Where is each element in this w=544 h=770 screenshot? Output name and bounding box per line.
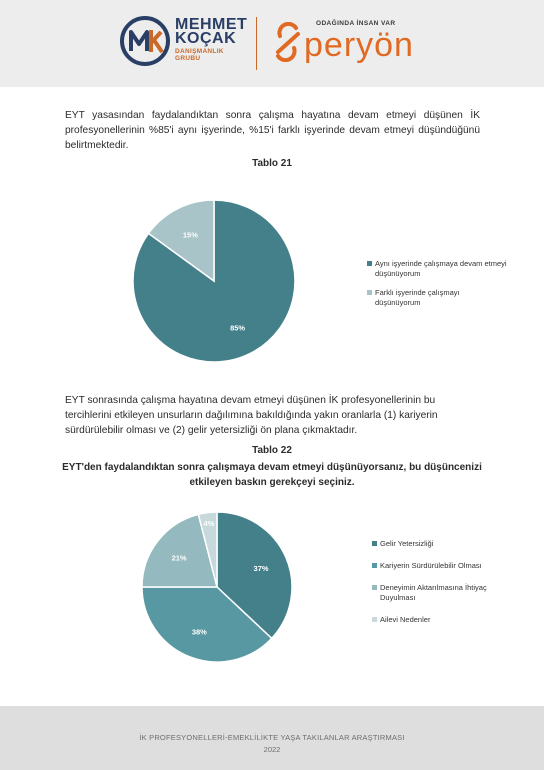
chart22-legend-label-1: Kariyerin Sürdürülebilir Olması	[380, 561, 482, 570]
page-header	[0, 0, 544, 87]
chart22-legend-label-0: Gelir Yetersizliği	[380, 539, 434, 548]
chart21-legend-label-0: Aynı işyerinde çalışmaya devam etmeyi düşünüyorum	[375, 259, 507, 278]
chart21-data-label-0: 85%	[230, 323, 246, 333]
legend-table-21	[367, 259, 507, 317]
chart21-legend-swatch-1	[367, 290, 372, 295]
chart21-legend-item-1	[367, 288, 507, 308]
chart21-data-label-1: 15%	[182, 230, 198, 240]
chart22-legend-item-0	[372, 539, 522, 549]
brand-right-tagline: ODAĞINDA İNSAN VAR	[316, 20, 396, 27]
chart22-data-label-3: 4%	[203, 519, 215, 529]
chart22-legend-item-3	[372, 615, 522, 625]
header-divider	[256, 17, 257, 70]
chart22-legend-swatch-0	[372, 541, 377, 546]
table-22-question: EYT'den faydalandıktan sonra çalışmaya devam etmeyi düşünüyorsanız, bu düşüncenizi etkileyen baskın gerekçeyi seçiniz.	[62, 462, 482, 488]
table-21-title: Tablo 21	[252, 158, 292, 169]
peryon-logo-icon	[272, 22, 302, 62]
pie-chart-21	[129, 196, 299, 366]
table-22-title: Tablo 22	[252, 445, 292, 456]
chart22-legend-label-2: Deneyimin Aktarılmasına İhtiyaç Duyulması	[380, 583, 487, 602]
brand-right-wordmark: peryön	[304, 26, 414, 64]
pie-chart-22	[137, 507, 297, 667]
chart22-legend-item-1	[372, 561, 522, 571]
legend-table-22	[372, 539, 522, 637]
chart22-data-label-2: 21%	[171, 553, 187, 563]
page-footer	[0, 706, 544, 770]
paragraph-2: EYT sonrasında çalışma hayatına devam etmeyi düşünen İK profesyonellerinin bu tercihlerini etkileyen unsurların dağılımına bakıldığında yakın oranlarla (1) kariyerin sürdürülebilir olması ve (2) gelir yetersizliği ön plana çıkmaktadır.	[65, 395, 438, 436]
chart22-legend-label-3: Ailevi Nedenler	[380, 615, 431, 624]
brand-left-name: MEHMET KOÇAK	[175, 16, 248, 47]
footer-title: İK PROFESYONELLERİ-EMEKLİLİKTE YAŞA TAKILANLAR ARAŞTIRMASI	[139, 733, 405, 742]
brand-left-subtitle: DANIŞMANLIK GRUBU	[175, 48, 224, 62]
chart21-legend-item-0	[367, 259, 507, 279]
chart22-data-label-1: 38%	[191, 627, 207, 637]
chart22-legend-swatch-1	[372, 563, 377, 568]
chart22-legend-swatch-3	[372, 617, 377, 622]
chart22-legend-swatch-2	[372, 585, 377, 590]
chart21-legend-swatch-0	[367, 261, 372, 266]
chart22-legend-item-2	[372, 583, 522, 603]
footer-year: 2022	[263, 745, 281, 754]
paragraph-1: EYT yasasından faydalandıktan sonra çalışma hayatına devam etmeyi düşünen İK profesyonellerinin %85'i aynı işyerinde, %15'i farklı işyerinde devam etmeyi düşündüğünü belirtmektedir.	[65, 110, 480, 151]
mehmet-kocak-logo-icon	[118, 14, 172, 68]
chart21-legend-label-1: Farklı işyerinde çalışmayı düşünüyorum	[375, 288, 460, 307]
chart22-data-label-0: 37%	[253, 563, 269, 573]
